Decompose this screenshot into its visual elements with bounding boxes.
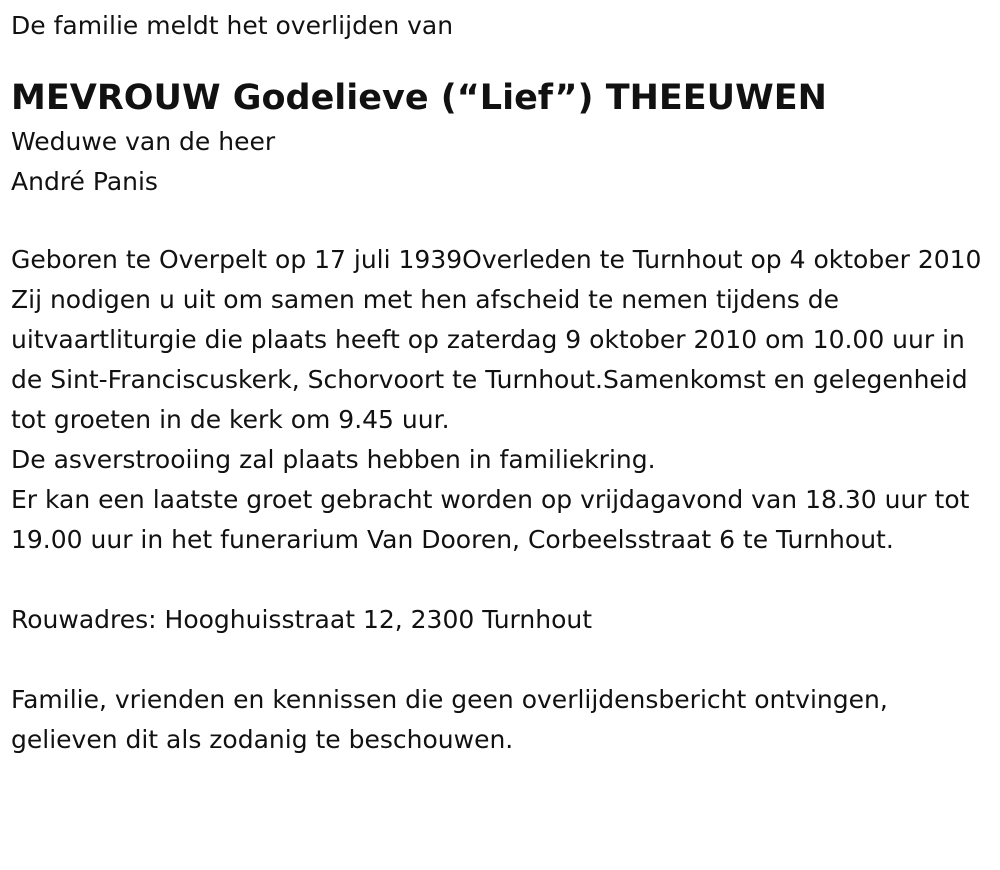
deceased-name: MEVROUW Godelieve (“Lief”) THEEUWEN xyxy=(11,78,827,118)
mourning-address: Rouwadres: Hooghuisstraat 12, 2300 Turnhout xyxy=(11,605,593,634)
birth-death-dates: Geboren te Overpelt op 17 juli 1939Overleden te Turnhout op 4 oktober 2010 xyxy=(11,245,982,274)
widow-line-1: Weduwe van de heer xyxy=(11,127,276,156)
intro-text: De familie meldt het overlijden van xyxy=(11,11,454,40)
funeral-details: Zij nodigen u uit om samen met hen afscheid te nemen tijdens de uitvaartliturgie die plaats heeft op zaterdag 9 oktober 2010 om 10.00 uur in de Sint-Franciscuskerk, Schorvoort te Turnhout.Samenkomst en gelegenheid tot groeten in de kerk om 9.45 uur. xyxy=(11,285,968,434)
notice-body xyxy=(11,240,988,560)
ashes-scattering: De asverstrooiing zal plaats hebben in familiekring. xyxy=(11,445,656,474)
closing-note: Familie, vrienden en kennissen die geen overlijdensbericht ontvingen, gelieven dit als zodanig te beschouwen. xyxy=(11,685,888,754)
widow-line-2: André Panis xyxy=(11,167,158,196)
widow-info xyxy=(11,122,988,202)
last-greeting: Er kan een laatste groet gebracht worden op vrijdagavond van 18.30 uur tot 19.00 uur in het funerarium Van Dooren, Corbeelsstraat 6 te Turnhout. xyxy=(11,485,970,554)
